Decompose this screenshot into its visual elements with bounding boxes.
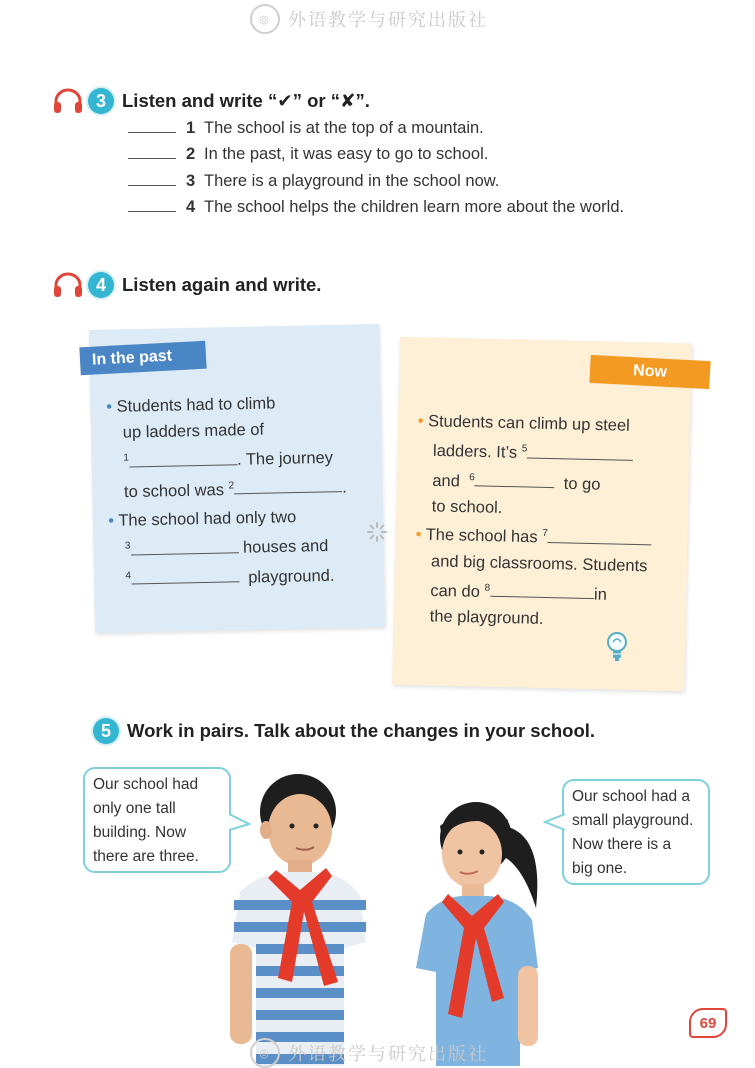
list-item	[128, 144, 624, 170]
now-text: can do	[430, 581, 481, 601]
now-text: ladders. It’s	[432, 441, 518, 462]
exercise-title: Work in pairs. Talk about the changes in your school.	[127, 720, 596, 741]
publisher-seal-icon: ◎	[250, 4, 280, 34]
bubble-line: there are three.	[93, 848, 199, 865]
past-text: playground.	[248, 566, 335, 587]
item-number: 2	[186, 145, 196, 164]
item-number: 1	[186, 119, 196, 137]
answer-blank[interactable]	[234, 475, 342, 494]
answer-blank[interactable]	[128, 118, 176, 133]
exercise-number: 4	[88, 272, 114, 298]
now-text: in	[593, 585, 608, 604]
now-text: the playground.	[429, 607, 544, 628]
list-item	[128, 171, 624, 197]
now-text: to go	[563, 474, 601, 494]
answer-blank[interactable]	[128, 171, 176, 186]
bubble-line: building. Now	[93, 824, 187, 841]
page-number: 69	[689, 1008, 727, 1038]
lightbulb-icon[interactable]	[604, 630, 630, 664]
now-bullet-1	[415, 408, 634, 524]
answer-blank[interactable]	[128, 144, 176, 159]
answer-blank[interactable]	[548, 525, 652, 544]
bubble-line: Now there is a	[572, 836, 672, 853]
past-text: Students had to climb	[116, 394, 276, 416]
exercise-3-list	[128, 118, 624, 223]
item-text: In the past, it was easy to go to school.	[204, 145, 489, 164]
publisher-watermark	[250, 4, 488, 34]
blank-number: 7	[542, 527, 548, 539]
exercise-title: Listen again and write.	[122, 274, 322, 295]
exercise-number: 3	[88, 88, 114, 114]
now-tag: Now	[589, 355, 710, 389]
item-number: 3	[186, 171, 196, 190]
watermark-text: 外语教学与研究出版社	[288, 1044, 488, 1065]
answer-blank[interactable]	[527, 441, 633, 460]
headphones-icon[interactable]	[52, 272, 84, 298]
speech-bubble-right	[562, 779, 710, 885]
past-bullet-2	[108, 503, 335, 593]
past-text: up ladders made of	[122, 420, 265, 442]
answer-blank[interactable]	[128, 197, 176, 212]
blank-number: 5	[521, 443, 528, 455]
bubble-line: Our school had	[93, 776, 199, 793]
blank-number: 3	[124, 540, 131, 552]
exercise-title: Listen and write “✔” or “✘”.	[122, 90, 370, 111]
answer-blank[interactable]	[475, 469, 555, 488]
past-bullet-1: • Students had to climb up ladders made of $^1$ . The journey to school was $^2$ .	[106, 394, 347, 501]
past-text: The school had only two	[118, 508, 297, 530]
past-text: to school was	[123, 480, 225, 501]
bullet-icon: •	[106, 397, 113, 416]
blank-number: 8	[484, 582, 491, 594]
bubble-line: Our school had a	[572, 788, 691, 805]
answer-blank[interactable]	[490, 580, 594, 599]
bullet-icon: •	[417, 411, 424, 431]
now-text: The school has	[425, 525, 538, 547]
speech-bubble-left	[83, 767, 231, 873]
answer-blank[interactable]	[129, 448, 237, 467]
past-text: houses and	[242, 536, 329, 557]
item-number: 4	[186, 197, 196, 216]
now-bullet-2	[413, 518, 652, 634]
blank-number: 6	[469, 471, 475, 483]
girl-photo	[408, 798, 554, 1066]
loading-spinner-icon	[366, 521, 388, 543]
exercise-number: 5	[93, 718, 119, 744]
bubble-line: big one.	[572, 860, 628, 877]
blank-number: 1	[123, 452, 130, 464]
publisher-watermark-bottom	[250, 1038, 488, 1068]
watermark-text: 外语教学与研究出版社	[288, 10, 488, 31]
exercise-5-header	[93, 718, 595, 744]
publisher-seal-icon: ◎	[250, 1038, 280, 1068]
now-text: and big classrooms. Students	[430, 551, 648, 575]
item-text: The school helps the children learn more about the world.	[204, 197, 625, 216]
now-text: to school.	[431, 497, 503, 517]
answer-blank[interactable]	[130, 536, 238, 555]
bubble-line: small playground.	[572, 812, 694, 829]
item-text: There is a playground in the school now.	[204, 171, 500, 190]
bullet-icon: •	[415, 525, 422, 544]
exercise-3-header	[52, 88, 370, 114]
now-text: and	[432, 471, 461, 490]
list-item	[128, 197, 624, 223]
headphones-icon[interactable]	[52, 88, 84, 114]
past-text: . The journey	[236, 448, 334, 469]
bullet-icon: •	[108, 511, 115, 530]
blank-number: 2	[228, 479, 235, 491]
list-item	[128, 118, 624, 144]
now-text: Students can climb up steel	[427, 412, 631, 435]
blank-number: 4	[125, 570, 132, 582]
item-text: The school is at the top of a mountain.	[204, 119, 484, 137]
past-tag: In the past	[79, 341, 206, 376]
exercise-4-header	[52, 272, 321, 298]
boy-photo	[220, 772, 370, 1066]
answer-blank[interactable]	[131, 565, 239, 584]
bubble-line: only one tall	[93, 800, 176, 817]
